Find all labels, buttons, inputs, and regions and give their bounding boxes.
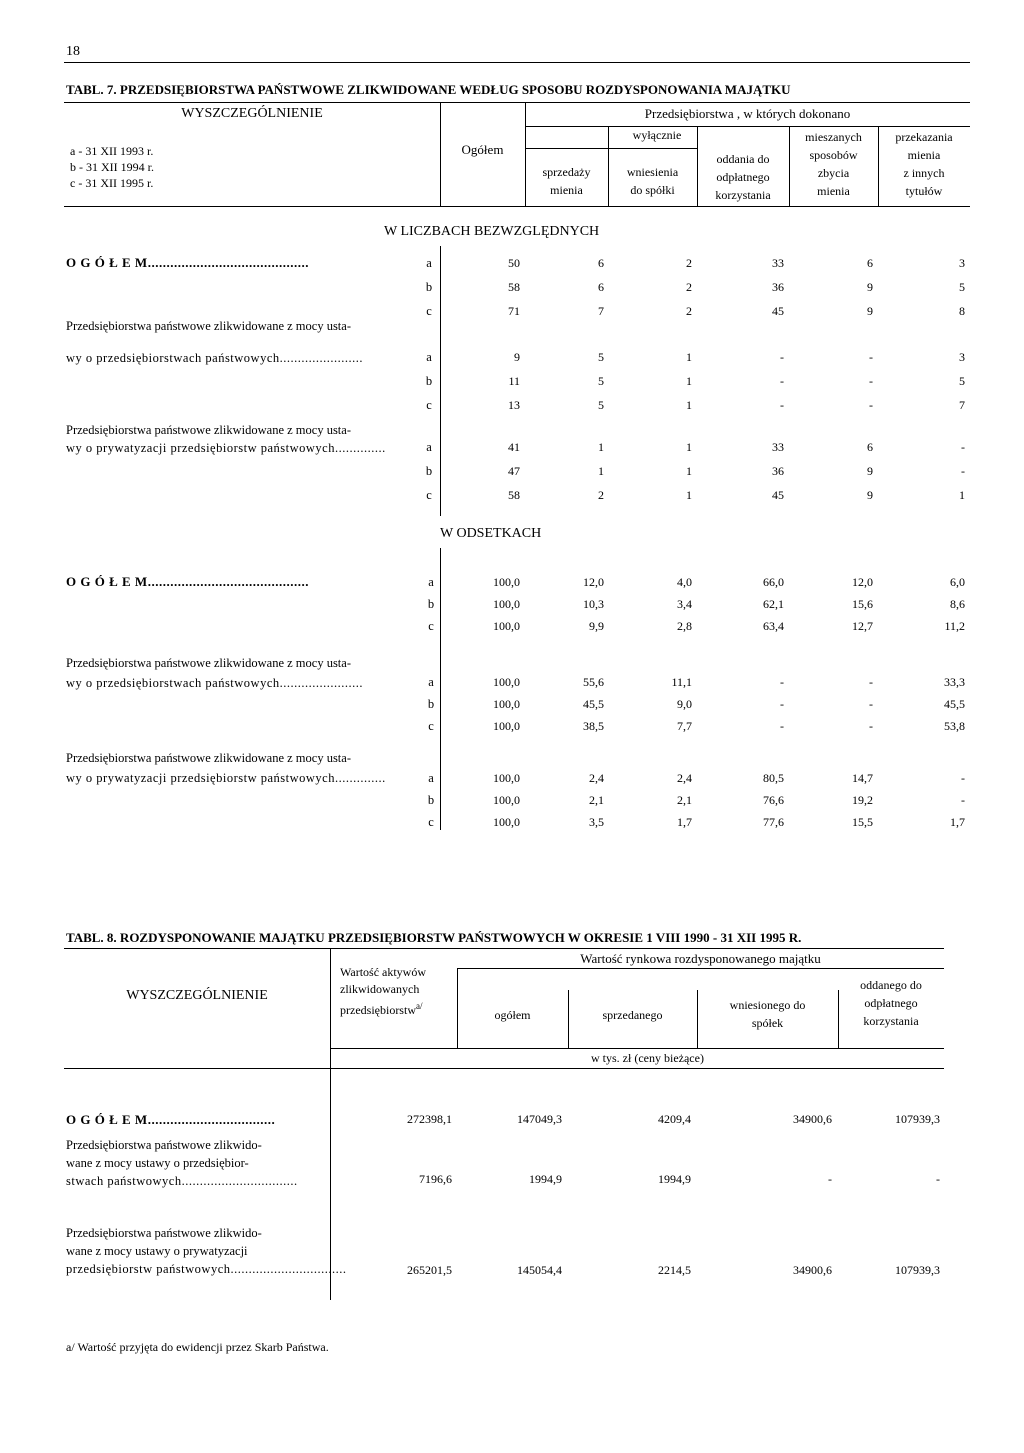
t7-pct-cell: 45,5 <box>944 697 965 711</box>
t7-abs-cell: 1 <box>686 374 692 388</box>
t7-col-total: Ogółem <box>461 142 504 157</box>
t7-pct-cell: 2,4 <box>589 771 604 785</box>
t7-pct-cell: - <box>961 771 965 785</box>
t7-abs-cell: 71 <box>508 304 520 318</box>
t7-abs-cell: 9 <box>867 488 873 502</box>
t8-cell: 1994,9 <box>529 1172 562 1186</box>
t7-pct-group2-label-line2: wy o prywatyzacji przedsiębiorstw państwowych.............. <box>66 771 386 785</box>
t7-pct-cell: 19,2 <box>852 793 873 807</box>
t8-cell: 147049,3 <box>517 1112 562 1126</box>
t7-abs-row-code: a <box>426 256 432 270</box>
t7-abs-group1-label-line1: Przedsiębiorstwa państwowe zlikwidowane z mocy usta- <box>66 319 351 333</box>
t7-abs-row-code: c <box>426 488 432 502</box>
t7-pct-cell: 7,7 <box>677 719 692 733</box>
t7-pct-cell: 2,8 <box>677 619 692 633</box>
t7-pct-cell: 100,0 <box>493 719 520 733</box>
t7-abs-cell: 6 <box>598 280 604 294</box>
t7-pct-group2-label-line1: Przedsiębiorstwa państwowe zlikwidowane z mocy usta- <box>66 751 351 765</box>
t7-col-przekazania: przekazania mienia z innych tytułów <box>895 130 953 198</box>
t7-pct-cell: 100,0 <box>493 675 520 689</box>
t7-abs-row-code: b <box>425 374 433 388</box>
t7-abs-cell: 1 <box>686 464 692 478</box>
t7-pct-cell: 9,9 <box>589 619 604 633</box>
t8-col-ogolem: ogółem <box>494 1008 531 1022</box>
t8-cell: 34900,6 <box>793 1112 832 1126</box>
t7-pct-row-code: a <box>428 575 434 589</box>
t7-group-rule <box>525 126 970 127</box>
t7-abs-row-code: a <box>426 440 432 454</box>
t7-abs-cell: 1 <box>598 464 604 478</box>
t7-abs-cell: 6 <box>867 440 873 454</box>
t7-abs-cell: 11 <box>508 374 520 388</box>
t8-cell: - <box>828 1172 832 1186</box>
t7-section-absolute: W LICZBACH BEZWZGLĘDNYCH <box>384 224 600 239</box>
t8-row2-label: Przedsiębiorstwa państwowe zlikwido- wane z mocy ustawy o prywatyzacji przedsiębiorstw państwowych................................ <box>66 1226 347 1276</box>
t7-pct-cell: 14,7 <box>852 771 873 785</box>
t7-pct-cell: - <box>869 719 873 733</box>
t7-exclusive-rule-a <box>525 148 608 149</box>
t7-pct-cell: 77,6 <box>763 815 784 829</box>
t7-abs-cell: - <box>780 350 784 364</box>
t7-pct-cell: 76,6 <box>763 793 784 807</box>
t7-pct-cell: 100,0 <box>493 815 520 829</box>
t7-pct-row-code: c <box>428 815 434 829</box>
t7-abs-row-code: c <box>426 304 432 318</box>
t8-group-rule <box>457 968 944 969</box>
t7-pct-row-code: a <box>428 771 434 785</box>
t7-abs-cell: 8 <box>959 304 965 318</box>
t7-abs-cell: 58 <box>508 488 520 502</box>
t7-abs-cell: 6 <box>598 256 604 270</box>
t8-footnote: a/ Wartość przyjęta do ewidencji przez Skarb Państwa. <box>66 1340 329 1354</box>
t7-pct-cell: 100,0 <box>493 619 520 633</box>
t7-exclusive-rule-b <box>608 148 697 149</box>
t8-cell: 145054,4 <box>517 1263 562 1277</box>
t7-pct-cell: 33,3 <box>944 675 965 689</box>
t7-abs-cell: 33 <box>772 256 784 270</box>
t7-pct-cell: 4,0 <box>677 575 692 589</box>
t8-cell: 7196,6 <box>419 1172 452 1186</box>
t7-abs-cell: 1 <box>598 440 604 454</box>
t7-abs-cell: 45 <box>772 304 784 318</box>
table7-header-top-rule <box>64 102 970 103</box>
t8-header-bottom-rule <box>64 1068 944 1069</box>
t7-pct-cell: 3,4 <box>677 597 692 611</box>
t7-abs-cell: 41 <box>508 440 520 454</box>
t7-pct-row-code: b <box>427 597 435 611</box>
t7-pct-cell: - <box>780 719 784 733</box>
t7-pct-cell: 2,1 <box>589 793 604 807</box>
t7-pct-cell: 1,7 <box>677 815 692 829</box>
t7-abs-cell: 7 <box>598 304 604 318</box>
t7-pct-cell: - <box>869 697 873 711</box>
page-number: 18 <box>66 44 80 59</box>
t7-abs-cell: 1 <box>959 488 965 502</box>
t7-pct-cell: 12,0 <box>583 575 604 589</box>
t7-body-vline-abs <box>440 246 441 516</box>
t7-abs-cell: 2 <box>686 256 692 270</box>
t7-abs-cell: 58 <box>508 280 520 294</box>
t8-cell: 2214,5 <box>658 1263 691 1277</box>
t7-abs-cell: 1 <box>686 398 692 412</box>
t7-abs-cell: 9 <box>867 464 873 478</box>
t7-pct-cell: 100,0 <box>493 597 520 611</box>
t8-cell: 34900,6 <box>793 1263 832 1277</box>
t7-abs-row-code: a <box>426 350 432 364</box>
t7-abs-cell: 1 <box>686 440 692 454</box>
t7-pct-cell: - <box>780 675 784 689</box>
t7-pct-cell: 45,5 <box>583 697 604 711</box>
t7-pct-cell: 55,6 <box>583 675 604 689</box>
t7-abs-cell: 5 <box>959 280 965 294</box>
t7-abs-cell: 50 <box>508 256 520 270</box>
t7-abs-cell: 9 <box>867 280 873 294</box>
t7-abs-cell: 5 <box>598 398 604 412</box>
t8-cell: - <box>936 1172 940 1186</box>
t7-abs-cell: 3 <box>959 256 965 270</box>
t8-vline-stub <box>330 948 331 1068</box>
t7-pct-cell: 8,6 <box>950 597 965 611</box>
t7-abs-cell: 7 <box>959 398 965 412</box>
t7-abs-cell: 9 <box>514 350 520 364</box>
table8-title: TABL. 8. ROZDYSPONOWANIE MAJĄTKU PRZEDSIĘBIORSTW PAŃSTWOWYCH W OKRESIE 1 VIII 1990 - 31 XII 1995 R. <box>66 930 802 945</box>
t7-pct-cell: 10,3 <box>583 597 604 611</box>
t8-cell: 265201,5 <box>407 1263 452 1277</box>
t7-pct-cell: 100,0 <box>493 771 520 785</box>
t7-col-group: Przedsiębiorstwa , w których dokonano <box>644 106 851 121</box>
t7-pct-cell: 100,0 <box>493 697 520 711</box>
t7-pct-total-label: O G Ó Ł E M........................................... <box>66 574 309 589</box>
t7-abs-cell: 2 <box>686 280 692 294</box>
t7-pct-group1-label-line2: wy o przedsiębiorstwach państwowych....................... <box>66 676 364 690</box>
t7-abs-cell: 6 <box>867 256 873 270</box>
table7-title: TABL. 7. PRZEDSIĘBIORSTWA PAŃSTWOWE ZLIKWIDOWANE WEDŁUG SPOSOBU ROZDYSPONOWANIA MAJĄTKU <box>66 82 791 97</box>
t7-col-wniesienia: wniesienia do spółki <box>626 165 679 197</box>
t7-abs-group2-label-line2: wy o prywatyzacji przedsiębiorstw państwowych.............. <box>66 441 386 455</box>
t7-abs-cell: - <box>961 440 965 454</box>
t7-pct-cell: 6,0 <box>950 575 965 589</box>
t7-pct-cell: 62,1 <box>763 597 784 611</box>
t7-pct-cell: 3,5 <box>589 815 604 829</box>
t8-cell: 4209,4 <box>658 1112 691 1126</box>
t7-header-bottom-rule <box>64 206 970 207</box>
t7-pct-cell: 63,4 <box>763 619 784 633</box>
top-rule <box>64 62 970 63</box>
t7-pct-group1-label-line1: Przedsiębiorstwa państwowe zlikwidowane z mocy usta- <box>66 656 351 670</box>
t8-cell: 107939,3 <box>895 1112 940 1126</box>
t7-pct-cell: 15,6 <box>852 597 873 611</box>
t8-total-label: O G Ó Ł E M.................................. <box>66 1112 276 1127</box>
t7-pct-cell: 38,5 <box>583 719 604 733</box>
t7-abs-cell: 9 <box>867 304 873 318</box>
t7-pct-cell: 80,5 <box>763 771 784 785</box>
t7-pct-cell: - <box>869 675 873 689</box>
t8-col-group: Wartość rynkowa rozdysponowanego majątku <box>580 951 821 966</box>
t8-col-assets: Wartość aktywów zlikwidowanych przedsiębiorstw$^{a/}$ <box>340 965 427 1017</box>
t7-pct-cell: 12,7 <box>852 619 873 633</box>
t7-pct-cell: 11,1 <box>671 675 692 689</box>
t7-pct-cell: 2,1 <box>677 793 692 807</box>
t7-pct-row-code: a <box>428 675 434 689</box>
t7-pct-cell: 15,5 <box>852 815 873 829</box>
t7-abs-cell: 45 <box>772 488 784 502</box>
t7-abs-row-code: b <box>425 464 433 478</box>
t8-col-wniesionego: wniesionego do spółek <box>729 998 806 1030</box>
t7-section-percent: W ODSETKACH <box>440 526 542 541</box>
t7-abs-cell: 36 <box>772 280 784 294</box>
t7-abs-cell: 1 <box>686 488 692 502</box>
t7-col-oddania: oddania do odpłatnego korzystania <box>715 152 771 202</box>
t8-cell: 107939,3 <box>895 1263 940 1277</box>
t7-abs-cell: - <box>780 398 784 412</box>
t7-abs-cell: - <box>780 374 784 388</box>
t7-pct-cell: 12,0 <box>852 575 873 589</box>
t7-col-mieszanych: mieszanych sposobów zbycia mienia <box>805 130 862 198</box>
t7-abs-row-code: b <box>425 280 433 294</box>
t8-row1-label: Przedsiębiorstwa państwowe zlikwido- wane z mocy ustawy o przedsiębior- stwach państwowych................................ <box>66 1138 298 1188</box>
t7-col-sprzedazy: sprzedaży mienia <box>542 165 591 197</box>
t7-pct-cell: 100,0 <box>493 575 520 589</box>
t7-abs-cell: 5 <box>598 350 604 364</box>
table8-header-top-rule <box>64 948 944 949</box>
t8-col-oddanego: oddanego do odpłatnego korzystania <box>860 978 922 1028</box>
t7-col-exclusive: wyłącznie <box>632 128 682 142</box>
t7-abs-cell: - <box>869 398 873 412</box>
t7-pct-row-code: c <box>428 719 434 733</box>
t7-abs-group1-label-line2: wy o przedsiębiorstwach państwowych....................... <box>66 351 364 365</box>
t7-pct-cell: 9,0 <box>677 697 692 711</box>
t7-pct-cell: - <box>780 697 784 711</box>
t7-pct-cell: 100,0 <box>493 793 520 807</box>
t7-abs-cell: 36 <box>772 464 784 478</box>
t7-pct-cell: - <box>961 793 965 807</box>
t7-abs-cell: 5 <box>598 374 604 388</box>
t7-abs-cell: 2 <box>598 488 604 502</box>
t7-pct-cell: 1,7 <box>950 815 965 829</box>
t7-pct-cell: 66,0 <box>763 575 784 589</box>
t7-pct-cell: 53,8 <box>944 719 965 733</box>
t8-cell: 272398,1 <box>407 1112 452 1126</box>
t7-abs-cell: 33 <box>772 440 784 454</box>
t7-abs-total-label: O G Ó Ł E M........................................... <box>66 255 309 270</box>
t7-body-vline-pct <box>440 548 441 830</box>
t7-abs-row-code: c <box>426 398 432 412</box>
t7-abs-cell: 2 <box>686 304 692 318</box>
t7-pct-row-code: b <box>427 697 435 711</box>
t7-abs-group2-label-line1: Przedsiębiorstwa państwowe zlikwidowane z mocy usta- <box>66 423 351 437</box>
t7-pct-row-code: b <box>427 793 435 807</box>
t8-unit-rule <box>330 1048 944 1049</box>
t7-abs-cell: 47 <box>508 464 520 478</box>
t7-stub-header: WYSZCZEGÓLNIENIE <box>181 106 323 121</box>
t8-unit: w tys. zł (ceny bieżące) <box>591 1051 704 1065</box>
t8-cell: 1994,9 <box>658 1172 691 1186</box>
t8-stub-header: WYSZCZEGÓLNIENIE <box>126 988 268 1003</box>
t7-abs-cell: - <box>869 374 873 388</box>
t7-stub-legend: a - 31 XII 1993 r. b - 31 XII 1994 r. c - 31 XII 1995 r. <box>70 144 154 190</box>
t7-pct-row-code: c <box>428 619 434 633</box>
t7-abs-cell: 13 <box>508 398 520 412</box>
t7-abs-cell: 5 <box>959 374 965 388</box>
t7-abs-cell: 3 <box>959 350 965 364</box>
t7-abs-cell: 1 <box>686 350 692 364</box>
t8-col-sprzedanego: sprzedanego <box>602 1008 663 1022</box>
t7-abs-cell: - <box>869 350 873 364</box>
t7-pct-cell: 2,4 <box>677 771 692 785</box>
t7-abs-cell: - <box>961 464 965 478</box>
t7-pct-cell: 11,2 <box>944 619 965 633</box>
